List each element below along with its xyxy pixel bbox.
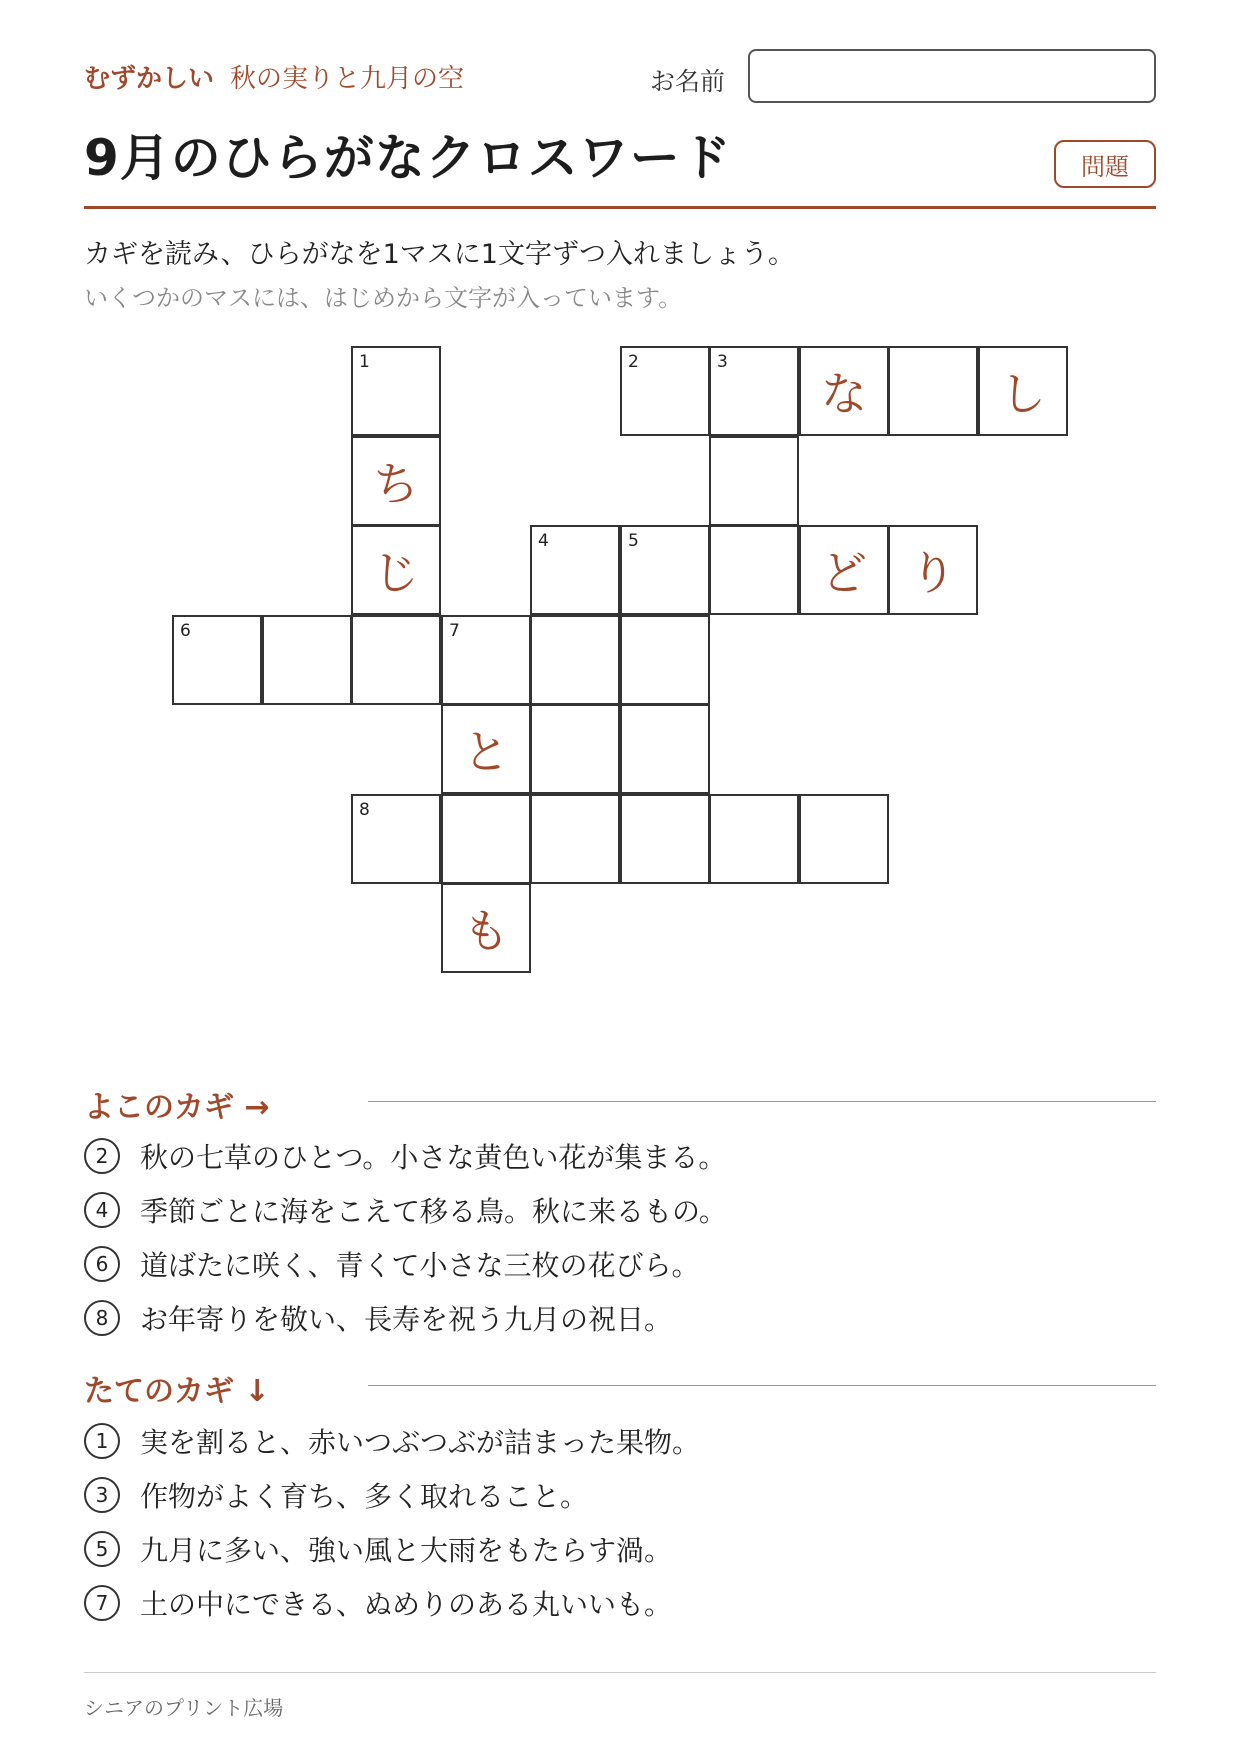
clue-text: 土の中にできる、ぬめりのある丸いいも。 bbox=[140, 1588, 673, 1621]
given-letter bbox=[353, 348, 439, 434]
across-heading: よこのカギ → bbox=[84, 1090, 270, 1125]
grid-cell[interactable] bbox=[709, 346, 799, 436]
given-letter bbox=[711, 348, 797, 434]
clue-number-circle: 5 bbox=[84, 1531, 120, 1567]
clue-number-circle: 6 bbox=[84, 1246, 120, 1282]
across-clue bbox=[84, 1190, 727, 1230]
given-letter: な bbox=[821, 367, 867, 421]
clue-number: 6 bbox=[180, 621, 191, 641]
clue-text: 作物がよく育ち、多く取れること。 bbox=[140, 1480, 589, 1513]
given-letter: り bbox=[910, 546, 956, 600]
given-letter bbox=[532, 796, 618, 882]
given-letter bbox=[622, 527, 708, 613]
grid-cell[interactable] bbox=[530, 525, 620, 615]
grid-cell[interactable] bbox=[351, 615, 441, 705]
footer-credit: シニアのプリント広場 bbox=[84, 1696, 284, 1720]
clue-text: 九月に多い、強い風と大雨をもたらす渦。 bbox=[140, 1534, 673, 1567]
clue-number-circle: 1 bbox=[84, 1423, 120, 1459]
clue-number: 7 bbox=[449, 621, 460, 641]
given-letter bbox=[711, 527, 797, 613]
clue-text: 実を割ると、赤いつぶつぶが詰まった果物。 bbox=[140, 1426, 701, 1459]
down-clue bbox=[84, 1583, 672, 1623]
difficulty-label: むずかしい bbox=[84, 64, 215, 94]
name-label: お名前 bbox=[650, 67, 726, 96]
name-field[interactable] bbox=[748, 49, 1156, 103]
given-letter bbox=[622, 617, 708, 703]
grid-cell[interactable] bbox=[441, 794, 531, 884]
clue-number-circle: 4 bbox=[84, 1192, 120, 1228]
given-letter: し bbox=[1000, 367, 1046, 421]
grid-cell[interactable] bbox=[620, 794, 710, 884]
given-letter bbox=[532, 617, 618, 703]
given-letter bbox=[353, 796, 439, 882]
grid-cell[interactable] bbox=[351, 346, 441, 436]
clue-number: 3 bbox=[717, 352, 728, 372]
given-letter bbox=[174, 617, 260, 703]
clue-number: 2 bbox=[628, 352, 639, 372]
grid-cell[interactable] bbox=[441, 704, 531, 794]
given-letter bbox=[711, 796, 797, 882]
given-letter bbox=[353, 617, 439, 703]
clue-text: 秋の七草のひとつ。小さな黄色い花が集まる。 bbox=[140, 1141, 727, 1174]
theme-subtitle: 秋の実りと九月の空 bbox=[230, 64, 465, 94]
instructions-main: カギを読み、ひらがなを1マスに1文字ずつ入れましょう。 bbox=[84, 239, 795, 270]
problem-badge: 問題 bbox=[1054, 140, 1156, 188]
given-letter bbox=[443, 796, 529, 882]
clue-number: 5 bbox=[628, 531, 639, 551]
down-clue bbox=[84, 1475, 588, 1515]
grid-cell[interactable] bbox=[799, 525, 889, 615]
clue-number: 8 bbox=[359, 800, 370, 820]
given-letter: ち bbox=[373, 457, 419, 511]
given-letter bbox=[622, 348, 708, 434]
grid-cell[interactable] bbox=[620, 346, 710, 436]
grid-cell[interactable] bbox=[530, 704, 620, 794]
grid-cell[interactable] bbox=[441, 615, 531, 705]
across-clue bbox=[84, 1136, 726, 1176]
across-divider bbox=[368, 1101, 1156, 1102]
clue-text: お年寄りを敬い、長寿を祝う九月の祝日。 bbox=[140, 1303, 673, 1336]
clue-text: 季節ごとに海をこえて移る鳥。秋に来るもの。 bbox=[140, 1195, 727, 1228]
given-letter: も bbox=[463, 904, 509, 958]
given-letter: ど bbox=[821, 546, 867, 600]
grid-cell[interactable] bbox=[888, 525, 978, 615]
clue-number-circle: 7 bbox=[84, 1585, 120, 1621]
grid-cell[interactable] bbox=[799, 794, 889, 884]
given-letter bbox=[532, 706, 618, 792]
grid-cell[interactable] bbox=[351, 525, 441, 615]
grid-cell[interactable] bbox=[620, 704, 710, 794]
given-letter: と bbox=[463, 725, 509, 779]
clue-number-circle: 3 bbox=[84, 1477, 120, 1513]
given-letter: じ bbox=[373, 546, 419, 600]
grid-cell[interactable] bbox=[530, 615, 620, 705]
clue-text: 道ばたに咲く、青くて小さな三枚の花びら。 bbox=[140, 1249, 700, 1282]
given-letter bbox=[443, 617, 529, 703]
clue-number-circle: 2 bbox=[84, 1138, 120, 1174]
page-title: 9月のひらがなクロスワード bbox=[84, 129, 732, 187]
down-clue bbox=[84, 1421, 700, 1461]
grid-cell[interactable] bbox=[441, 883, 531, 973]
across-clue bbox=[84, 1244, 699, 1284]
given-letter bbox=[801, 796, 887, 882]
footer-divider bbox=[84, 1672, 1156, 1673]
given-letter bbox=[622, 706, 708, 792]
grid-cell[interactable] bbox=[978, 346, 1068, 436]
grid-cell[interactable] bbox=[530, 794, 620, 884]
down-heading: たてのカギ ↓ bbox=[84, 1374, 270, 1409]
grid-cell[interactable] bbox=[799, 346, 889, 436]
grid-cell[interactable] bbox=[709, 525, 799, 615]
given-letter bbox=[264, 617, 350, 703]
given-letter bbox=[890, 348, 976, 434]
grid-cell[interactable] bbox=[620, 525, 710, 615]
title-divider bbox=[84, 206, 1156, 209]
given-letter bbox=[711, 438, 797, 524]
down-clue bbox=[84, 1529, 672, 1569]
instructions-note: いくつかのマスには、はじめから文字が入っています。 bbox=[84, 284, 683, 312]
grid-cell[interactable] bbox=[709, 794, 799, 884]
clue-number: 1 bbox=[359, 352, 370, 372]
down-divider bbox=[368, 1385, 1156, 1386]
grid-cell[interactable] bbox=[351, 794, 441, 884]
grid-cell[interactable] bbox=[172, 615, 262, 705]
given-letter bbox=[532, 527, 618, 613]
given-letter bbox=[622, 796, 708, 882]
grid-cell[interactable] bbox=[709, 436, 799, 526]
clue-number: 4 bbox=[538, 531, 549, 551]
grid-cell[interactable] bbox=[888, 346, 978, 436]
grid-cell[interactable] bbox=[620, 615, 710, 705]
across-clue bbox=[84, 1298, 672, 1338]
clue-number-circle: 8 bbox=[84, 1300, 120, 1336]
grid-cell[interactable] bbox=[351, 436, 441, 526]
grid-cell[interactable] bbox=[262, 615, 352, 705]
